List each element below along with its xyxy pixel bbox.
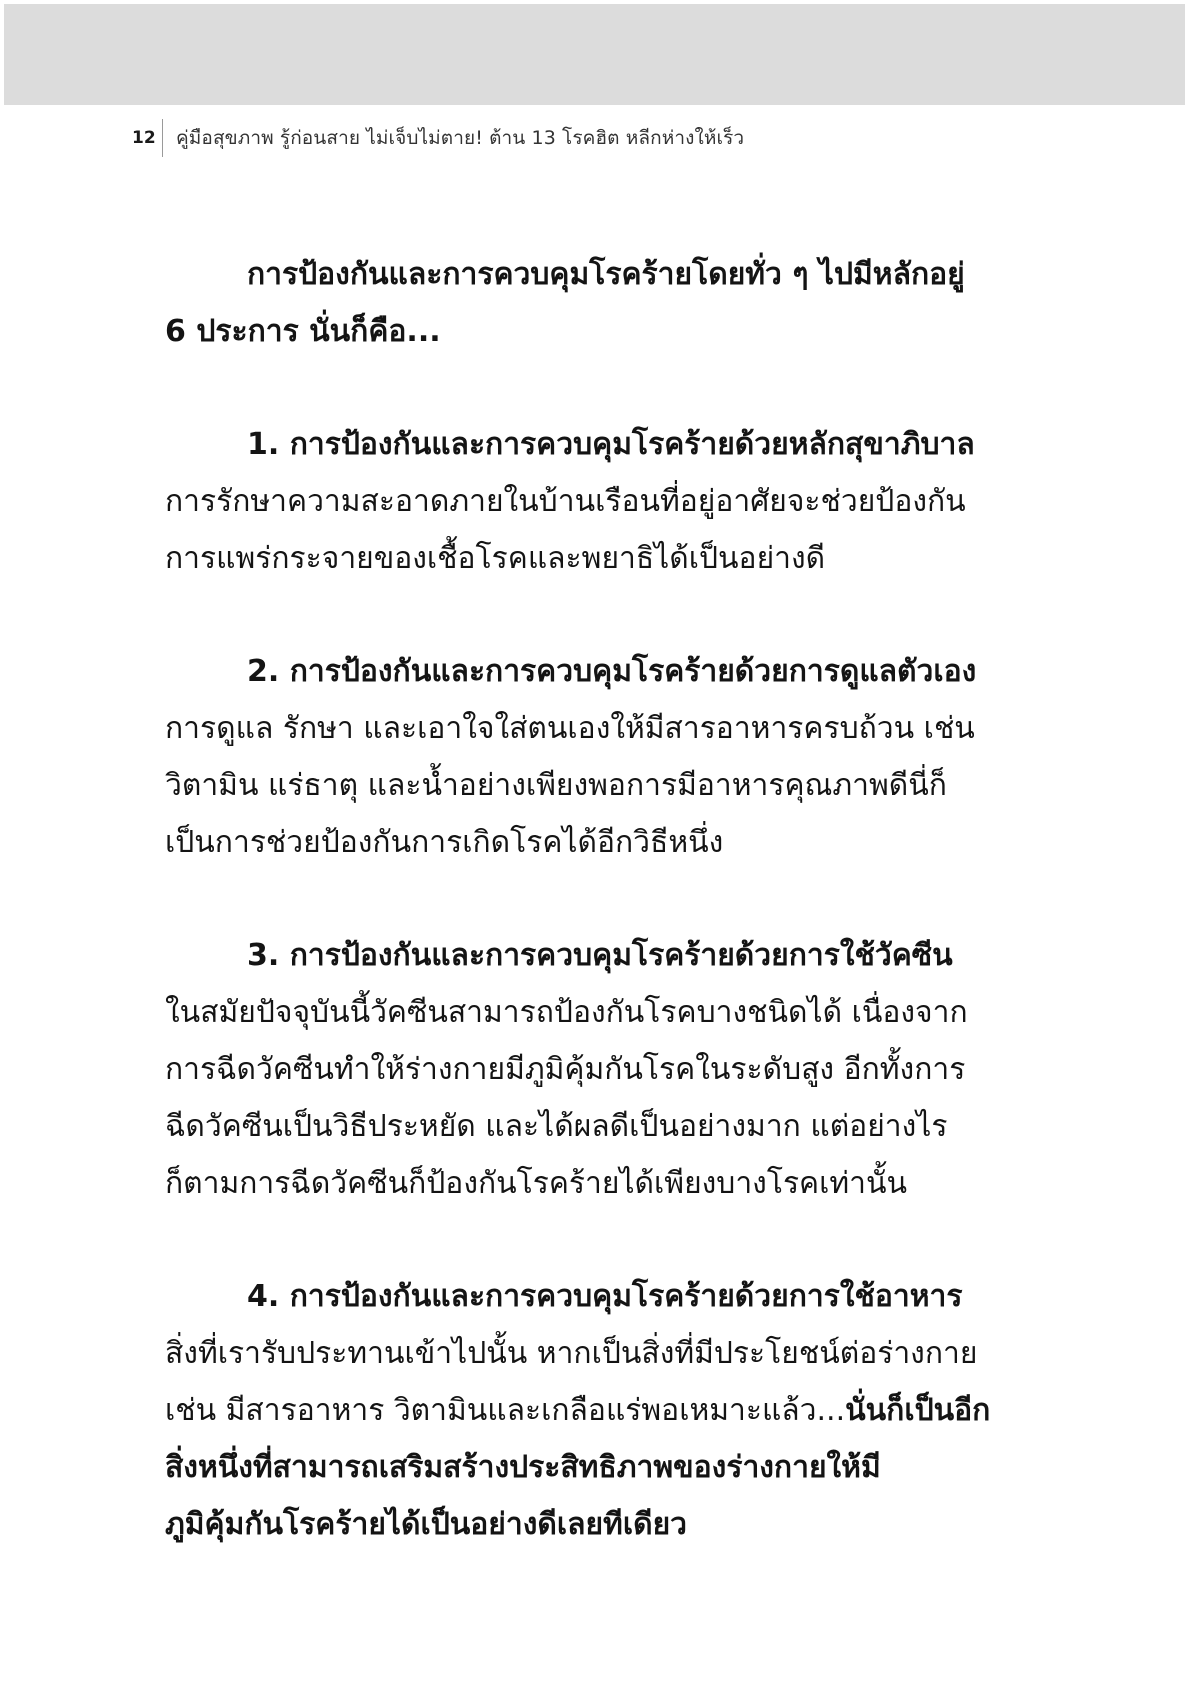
- section-body: การรักษาความสะอาดภายในบ้านเรือนที่อยู่อาศัยจะช่วยป้องกันการแพร่กระจายของเชื้อโรคและพยาธิได้เป็นอย่างดี: [165, 484, 966, 576]
- page-top-band: [4, 4, 1185, 105]
- section-body: การดูแล รักษา และเอาใจใส่ตนเองให้มีสารอาหารครบถ้วน เช่น วิตามิน แร่ธาตุ และน้ำอย่างเพียงพอการมีอาหารคุณภาพดีนี่ก็เป็นการช่วยป้องกันการเกิดโรคได้อีกวิธีหนึ่ง: [165, 711, 975, 860]
- page-number: 12: [132, 128, 156, 148]
- section-body: ในสมัยปัจจุบันนี้วัคซีนสามารถป้องกันโรคบางชนิดได้ เนื่องจากการฉีดวัคซีนทำให้ร่างกายมีภูมิคุ้มกันโรคในระดับสูง อีกทั้งการฉีดวัคซีนเป็นวิธีประหยัด และได้ผลดีเป็นอย่างมาก แต่อย่างไรก็ตามการฉีดวัคซีนก็ป้องกันโรคร้ายได้เพียงบางโรคเท่านั้น: [165, 995, 968, 1201]
- section-3: [165, 927, 996, 1212]
- section-heading: 1. การป้องกันและการควบคุมโรคร้ายด้วยหลักสุขาภิบาล: [247, 427, 975, 462]
- header-divider: [162, 119, 163, 157]
- section-body: สิ่งที่เรารับประทานเข้าไปนั้น หากเป็นสิ่งที่มีประโยชน์ต่อร่างกาย เช่น มีสารอาหาร วิตามินและเกลือแร่พอเหมาะแล้ว...: [165, 1336, 978, 1428]
- running-head: [132, 118, 744, 158]
- intro-paragraph: การป้องกันและการควบคุมโรคร้ายโดยทั่ว ๆ ไปมีหลักอยู่ 6 ประการ นั่นก็คือ...: [165, 257, 965, 349]
- page-body: [165, 246, 996, 1609]
- section-1: [165, 416, 996, 587]
- section-4: [165, 1268, 996, 1553]
- book-title: คู่มือสุขภาพ รู้ก่อนสาย ไม่เจ็บไม่ตาย! ต้าน 13 โรคฮิต หลีกห่างให้เร็ว: [176, 127, 745, 149]
- section-2: [165, 643, 996, 871]
- section-body-emphasis: นั่นก็เป็นอีกสิ่งหนึ่งที่สามารถเสริมสร้างประสิทธิภาพของร่างกายให้มีภูมิคุ้มกันโรคร้ายได้เป็นอย่างดีเลยทีเดียว: [165, 1393, 991, 1542]
- section-heading: 3. การป้องกันและการควบคุมโรคร้ายด้วยการใช้วัคซีน: [247, 938, 953, 973]
- section-heading: 4. การป้องกันและการควบคุมโรคร้ายด้วยการใช้อาหาร: [247, 1279, 963, 1314]
- section-heading: 2. การป้องกันและการควบคุมโรคร้ายด้วยการดูแลตัวเอง: [247, 654, 977, 689]
